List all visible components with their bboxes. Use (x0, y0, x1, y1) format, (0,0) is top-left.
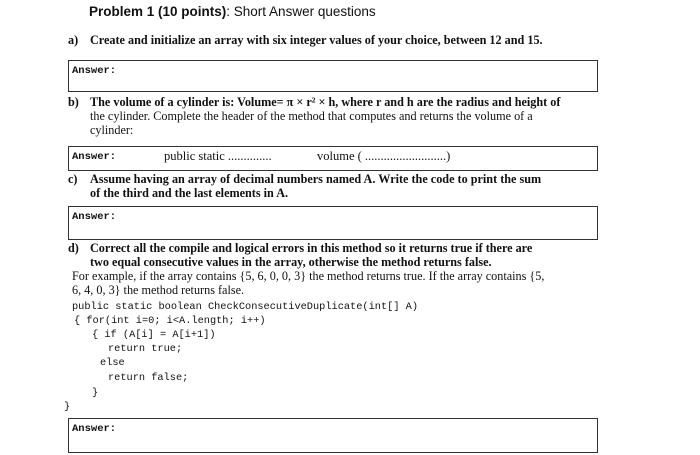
method-signature-start: public static .............. (164, 149, 272, 163)
code-line-1: public static boolean CheckConsecutiveDuplicate(int[] A) (72, 301, 419, 313)
code-line-3: { if (A[i] = A[i+1]) (92, 329, 216, 341)
code-line-5: else (100, 357, 125, 369)
question-c-label: c) (68, 172, 78, 186)
question-c-line1: Assume having an array of decimal numbers named A. Write the code to print the sum (90, 172, 542, 186)
answer-box-c[interactable] (68, 206, 598, 240)
code-line-6: return false; (108, 372, 189, 384)
answer-box-a[interactable] (68, 60, 598, 92)
question-c-line2: of the third and the last elements in A. (90, 186, 289, 200)
problem-title (89, 4, 376, 19)
problem-title-rest: : Short Answer questions (226, 4, 376, 19)
question-b-line1-text: The volume of a cylinder is: Volume= π × r² × h, where r and h are the radius and height of (90, 95, 561, 109)
question-d-label: d) (68, 241, 79, 255)
question-b-label: b) (68, 95, 79, 109)
question-a-text: Create and initialize an array with six integer values of your choice, between 12 and 15. (90, 33, 543, 47)
question-b-line2: the cylinder. Complete the header of the method that computes and returns the volume of a (90, 109, 533, 123)
answer-a-label: Answer: (72, 65, 117, 77)
answer-d-label: Answer: (72, 423, 117, 435)
answer-box-b[interactable] (68, 146, 598, 171)
question-d-line2: two equal consecutive values in the array, otherwise the method returns false. (90, 255, 492, 269)
code-line-8: } (64, 401, 71, 413)
problem-title-bold: Problem 1 (10 points) (89, 4, 227, 19)
answer-c-label: Answer: (72, 211, 117, 223)
answer-b-label: Answer: (72, 151, 117, 163)
code-line-7: } (92, 387, 99, 399)
question-b-line3: cylinder: (90, 123, 134, 137)
code-line-4: return true; (108, 343, 183, 355)
question-a-label: a) (68, 33, 79, 47)
question-b-line1 (90, 95, 560, 109)
question-d-line1: Correct all the compile and logical errors in this method so it returns true if there are (90, 241, 533, 255)
answer-box-d[interactable] (68, 418, 598, 453)
question-d-example2: 6, 4, 0, 3} the method returns false. (72, 283, 245, 297)
question-d-example1: For example, if the array contains {5, 6, 0, 0, 3} the method returns true. If the array contains {5, (72, 269, 545, 283)
code-line-2: { for(int i=0; i<A.length; i++) (74, 315, 266, 327)
method-signature-volume: volume ( ..........................) (317, 149, 451, 163)
